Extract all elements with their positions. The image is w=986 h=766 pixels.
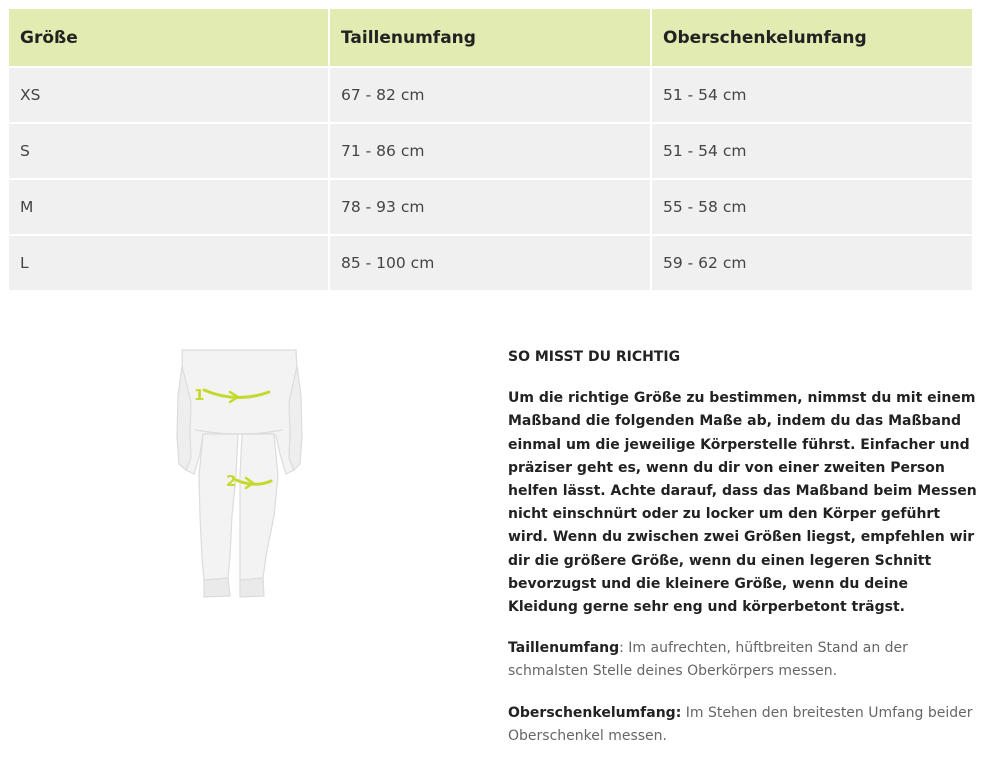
thigh-text: Im Stehen den breitesten Umfang beider Oberschenkel messen. bbox=[508, 704, 973, 744]
table-row bbox=[9, 123, 972, 179]
guide-heading: SO MISST DU RICHTIG bbox=[508, 349, 681, 365]
cell-thigh: 55 - 58 cm bbox=[651, 179, 972, 235]
thigh-description bbox=[508, 702, 978, 748]
cell-thigh: 51 - 54 cm bbox=[651, 123, 972, 179]
cell-waist: 85 - 100 cm bbox=[329, 235, 651, 291]
cell-size: M bbox=[9, 179, 329, 235]
cell-waist: 67 - 82 cm bbox=[329, 67, 651, 123]
waist-marker-number: 1 bbox=[194, 386, 205, 404]
cell-thigh: 51 - 54 cm bbox=[651, 67, 972, 123]
cell-waist: 71 - 86 cm bbox=[329, 123, 651, 179]
cell-size: L bbox=[9, 235, 329, 291]
table-header-row bbox=[9, 9, 972, 67]
body-silhouette-illustration bbox=[170, 346, 310, 600]
header-thigh: Oberschenkelumfang bbox=[651, 9, 972, 67]
cell-thigh: 59 - 62 cm bbox=[651, 235, 972, 291]
waist-label: Taillenumfang bbox=[508, 640, 620, 657]
measurement-figure bbox=[170, 346, 310, 600]
table-row bbox=[9, 179, 972, 235]
table-row bbox=[9, 235, 972, 291]
cell-size: XS bbox=[9, 67, 329, 123]
table-row bbox=[9, 67, 972, 123]
guide-intro: Um die richtige Größe zu bestimmen, nimmst du mit einem Maßband die folgenden Maße ab, indem du das Maßband einmal um die jeweilige Körperstelle führst. Einfacher und präziser geht es, wenn du dir von einer zweiten Person helfen lässt. Achte darauf, dass das Maßband beim Messen nicht einschnürt oder zu locker um den Körper geführt wird. Wenn du zwischen zwei Größen liegst, empfehlen wir dir die größere Größe, wenn du einen legeren Schnitt bevorzugst und die kleinere Größe, wenn du deine Kleidung gerne sehr eng und körperbetont trägst. bbox=[508, 390, 977, 616]
measuring-guide bbox=[508, 346, 978, 766]
header-waist: Taillenumfang bbox=[329, 9, 651, 67]
thigh-label: Oberschenkelumfang: bbox=[508, 704, 682, 721]
thigh-marker-number: 2 bbox=[226, 472, 237, 490]
waist-description bbox=[508, 637, 978, 683]
cell-size: S bbox=[9, 123, 329, 179]
header-size: Größe bbox=[9, 9, 329, 67]
size-table bbox=[9, 9, 972, 292]
waist-text: : Im aufrechten, hüftbreiten Stand an der schmalsten Stelle deines Oberkörpers messen. bbox=[508, 640, 908, 680]
cell-waist: 78 - 93 cm bbox=[329, 179, 651, 235]
